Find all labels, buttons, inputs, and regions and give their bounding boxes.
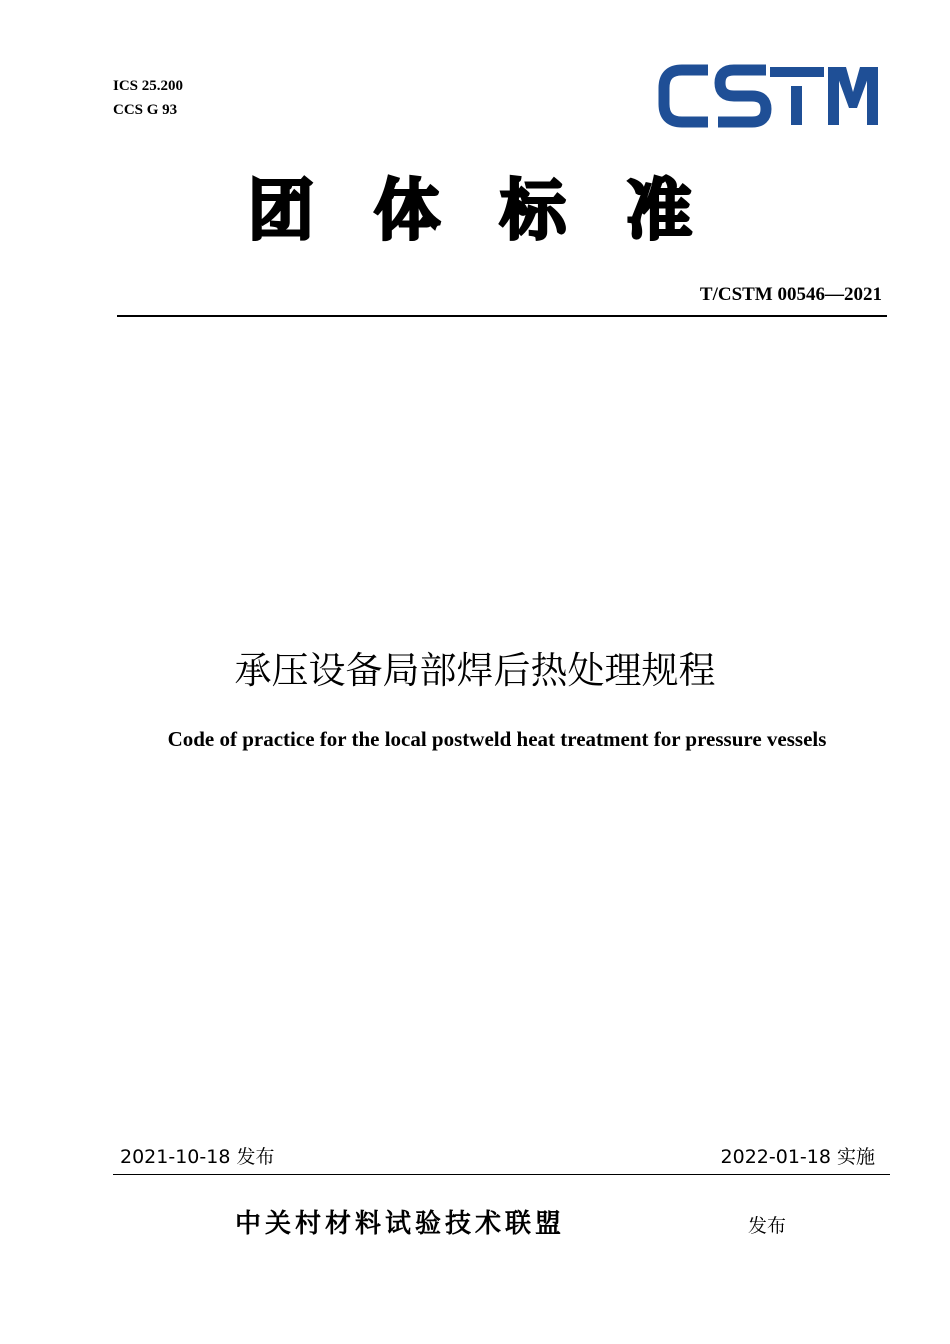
issuer-suffix: 发布	[748, 1215, 787, 1237]
implementation-date: 2022-01-18 实施	[720, 1146, 875, 1168]
standard-number: T/CSTM 00546—2021	[699, 284, 882, 305]
title-english: Code of practice for the local postweld heat treatment for pressure vessels	[167, 727, 827, 751]
footer-divider	[113, 1174, 890, 1175]
cstm-logo	[658, 64, 880, 128]
issue-date: 2021-10-18 发布	[120, 1146, 275, 1168]
title-chinese: 承压设备局部焊后热处理规程	[234, 649, 716, 692]
ccs-code: CCS G 93	[113, 102, 178, 118]
issuing-organization: 中关村材料试验技术联盟	[235, 1209, 566, 1239]
standard-type-heading: 团体标准	[248, 172, 752, 249]
classification-codes	[113, 74, 183, 122]
header-divider	[117, 315, 887, 317]
ics-code: ICS 25.200	[113, 78, 184, 94]
